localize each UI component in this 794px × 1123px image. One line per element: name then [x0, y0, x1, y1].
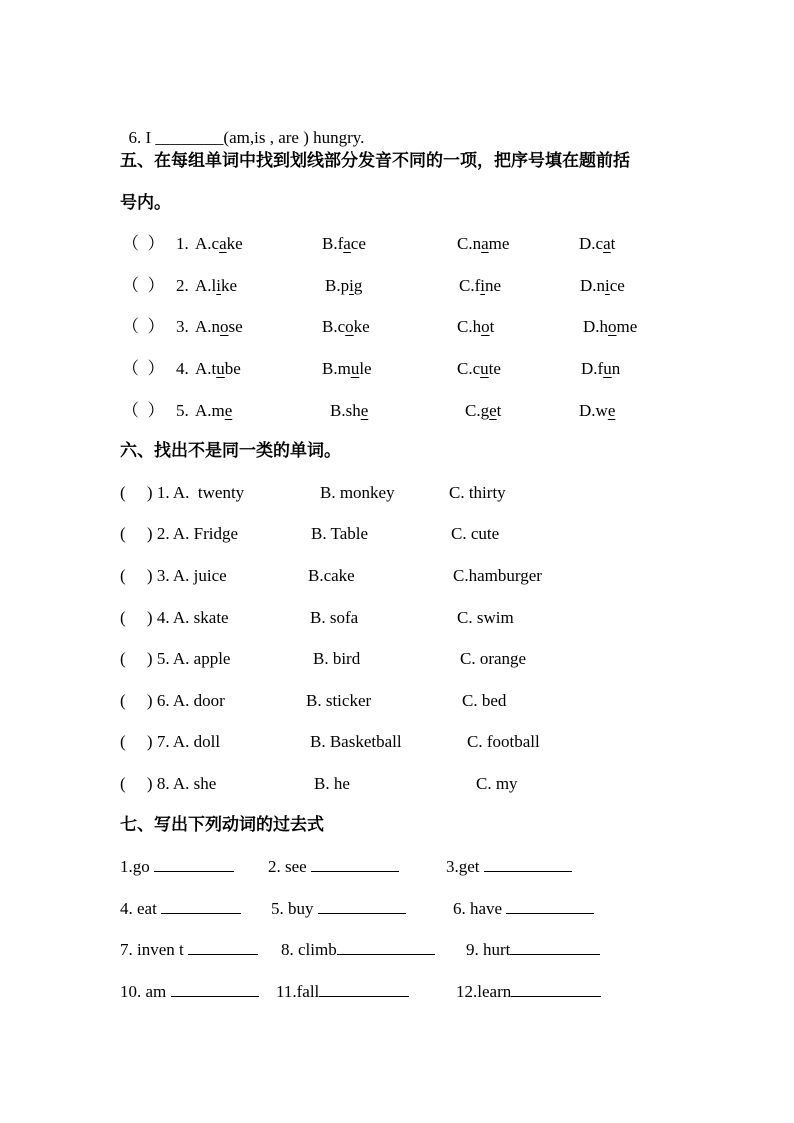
answer-blank[interactable] — [319, 982, 409, 997]
underlined-letters: o — [481, 317, 490, 336]
underlined-letters: i — [216, 276, 221, 295]
option-text-before: B.sh — [330, 401, 361, 420]
section5-option-c — [457, 317, 494, 337]
section5-question-number: 2. — [176, 276, 193, 295]
section6-question-lead: ( ) 2. A. Fridge — [120, 524, 239, 543]
verb-label: 12.learn — [456, 982, 512, 1001]
option-text-before: C.f — [459, 276, 481, 295]
section6-option-c: C. bed — [462, 691, 507, 710]
section6-question-lead: ( ) 8. A. she — [120, 774, 217, 793]
section7-verb-item — [120, 940, 258, 960]
option-text-after: n — [611, 359, 621, 378]
option-text-after: t — [489, 317, 495, 336]
section6-option-c: C. thirty — [449, 483, 506, 502]
option-text-before: A.c — [195, 234, 220, 253]
verb-label: 7. inven t — [120, 940, 188, 959]
section7-verb-item — [276, 982, 409, 1002]
answer-blank[interactable] — [161, 899, 241, 914]
section5-question-number: 5. — [176, 401, 193, 420]
option-text-before: D.n — [580, 276, 606, 295]
section5-answer-bracket[interactable]: （ ） — [122, 276, 165, 295]
verb-label: 6. have — [453, 899, 507, 918]
section7-verb-item — [271, 899, 406, 919]
answer-blank[interactable] — [511, 982, 601, 997]
verb-label: 8. climb — [281, 940, 337, 959]
section5-option-b — [325, 276, 362, 296]
section5-answer-bracket[interactable]: （ ） — [122, 359, 165, 378]
section6-question-lead: ( ) 5. A. apple — [120, 649, 231, 668]
underlined-letters: a — [603, 234, 611, 253]
section5-option-d — [579, 401, 615, 421]
underlined-letters: e — [489, 401, 497, 420]
section5-option-b — [330, 401, 368, 421]
option-text-after: be — [224, 359, 241, 378]
question-6-blank[interactable]: ________ — [155, 128, 224, 147]
underlined-letters: o — [220, 317, 229, 336]
option-text-after: ce — [350, 234, 366, 253]
option-text-after: ce — [609, 276, 625, 295]
option-text-before: A.m — [195, 401, 225, 420]
option-text-after: t — [610, 234, 616, 253]
section5-option-d — [579, 234, 615, 254]
section5-option-b — [322, 359, 372, 379]
underlined-letters: a — [343, 234, 351, 253]
verb-label: 2. see — [268, 857, 311, 876]
section5-option-a — [195, 359, 241, 379]
option-text-before: C.c — [457, 359, 481, 378]
question-6-line — [120, 108, 364, 148]
underlined-letters: u — [480, 359, 489, 378]
underlined-letters: i — [480, 276, 485, 295]
section5-option-d — [580, 276, 625, 296]
underlined-letters: u — [350, 359, 360, 378]
underlined-letters: i — [605, 276, 610, 295]
section7-verb-item — [120, 857, 234, 877]
section5-option-c — [457, 234, 509, 254]
option-text-after: le — [359, 359, 372, 378]
answer-blank[interactable] — [484, 857, 572, 872]
verb-label: 4. eat — [120, 899, 162, 918]
option-text-after: g — [353, 276, 363, 295]
option-text-before: D.w — [579, 401, 608, 420]
section5-title-line2: 号内。 — [120, 193, 171, 213]
section5-option-c — [457, 359, 501, 379]
underlined-letters: u — [603, 359, 612, 378]
section5-answer-bracket[interactable]: （ ） — [122, 401, 165, 420]
section5-title-line1: 五、在每组单词中找到划线部分发音不同的一项，把序号填在题前括 — [120, 151, 630, 171]
section6-option-c: C. cute — [451, 524, 500, 543]
section5-option-a — [195, 276, 237, 296]
option-text-before: C.n — [457, 234, 482, 253]
section7-title: 七、写出下列动词的过去式 — [120, 815, 324, 835]
answer-blank[interactable] — [311, 857, 399, 872]
option-text-before: D.h — [583, 317, 609, 336]
section6-option-b: B.cake — [308, 566, 355, 585]
section6-option-c: C. orange — [460, 649, 527, 668]
option-text-before: A.l — [195, 276, 217, 295]
section5-answer-bracket[interactable]: （ ） — [122, 234, 165, 253]
underlined-letters: i — [349, 276, 354, 295]
section6-option-c: C. football — [467, 732, 540, 751]
underlined-letters: a — [219, 234, 227, 253]
answer-blank[interactable] — [337, 940, 435, 955]
section5-question-number: 3. — [176, 317, 193, 336]
question-6-prefix: 6. I — [128, 128, 156, 147]
underlined-letters: o — [345, 317, 354, 336]
answer-blank[interactable] — [510, 940, 600, 955]
underlined-letters: o — [608, 317, 617, 336]
section6-option-b: B. sticker — [306, 691, 372, 710]
section6-title: 六、找出不是同一类的单词。 — [120, 441, 341, 461]
option-text-before: B.p — [325, 276, 350, 295]
verb-label: 1.go — [120, 857, 154, 876]
option-text-after: ne — [484, 276, 502, 295]
section7-verb-item — [268, 857, 399, 877]
option-text-before: C.h — [457, 317, 482, 336]
option-text-after: ke — [220, 276, 238, 295]
section6-question-lead: ( ) 4. A. skate — [120, 608, 229, 627]
section5-option-c — [465, 401, 501, 421]
answer-blank[interactable] — [318, 899, 406, 914]
option-text-before: B.c — [322, 317, 346, 336]
section7-verb-item — [456, 982, 601, 1002]
section6-option-c: C.hamburger — [453, 566, 542, 585]
section6-question-lead: ( ) 3. A. juice — [120, 566, 227, 585]
option-text-after: me — [616, 317, 638, 336]
section5-option-c — [459, 276, 501, 296]
section6-question-lead: ( ) 1. A. twenty — [120, 483, 245, 502]
option-text-after: ke — [353, 317, 370, 336]
section5-option-d — [581, 359, 620, 379]
section6-question-lead: ( ) 6. A. door — [120, 691, 225, 710]
section6-option-b: B. Table — [311, 524, 369, 543]
section5-option-a — [195, 401, 232, 421]
option-text-before: B.f — [322, 234, 344, 253]
option-text-after: me — [488, 234, 510, 253]
underlined-letters: e — [224, 401, 233, 420]
section7-verb-item — [120, 899, 241, 919]
answer-blank[interactable] — [171, 982, 259, 997]
section7-verb-item — [466, 940, 600, 960]
section5-question-number: 1. — [176, 234, 193, 253]
section5-option-b — [322, 317, 370, 337]
section5-option-b — [322, 234, 366, 254]
option-text-before: D.f — [581, 359, 604, 378]
underlined-letters: e — [360, 401, 369, 420]
section5-answer-bracket[interactable]: （ ） — [122, 317, 165, 336]
option-text-after: t — [496, 401, 502, 420]
section6-option-c: C. swim — [457, 608, 514, 627]
section5-option-d — [583, 317, 637, 337]
answer-blank[interactable] — [188, 940, 258, 955]
verb-label: 5. buy — [271, 899, 318, 918]
section6-question-lead: ( ) 7. A. doll — [120, 732, 221, 751]
section7-verb-item — [453, 899, 594, 919]
section7-verb-item — [446, 857, 572, 877]
option-text-before: D.c — [579, 234, 604, 253]
verb-label: 11.fall — [276, 982, 320, 1001]
underlined-letters: e — [607, 401, 616, 420]
option-text-before: B.m — [322, 359, 351, 378]
section5-option-a — [195, 317, 243, 337]
section7-verb-item — [281, 940, 435, 960]
section6-option-b: B. bird — [313, 649, 361, 668]
option-text-after: te — [488, 359, 501, 378]
section5-question-number: 4. — [176, 359, 193, 378]
section7-verb-item — [120, 982, 259, 1002]
answer-blank[interactable] — [506, 899, 594, 914]
underlined-letters: a — [481, 234, 489, 253]
section6-option-b: B. Basketball — [310, 732, 402, 751]
section6-option-b: B. he — [314, 774, 350, 793]
verb-label: 3.get — [446, 857, 484, 876]
option-text-after: ke — [226, 234, 243, 253]
underlined-letters: u — [216, 359, 225, 378]
section6-option-b: B. sofa — [310, 608, 359, 627]
section6-option-c: C. my — [476, 774, 518, 793]
option-text-before: A.t — [195, 359, 217, 378]
option-text-before: C.g — [465, 401, 490, 420]
option-text-after: se — [228, 317, 243, 336]
verb-label: 9. hurt — [466, 940, 511, 959]
section6-option-b: B. monkey — [320, 483, 395, 502]
section5-option-a — [195, 234, 243, 254]
answer-blank[interactable] — [154, 857, 234, 872]
option-text-before: A.n — [195, 317, 221, 336]
question-6-suffix: (am,is , are ) hungry. — [223, 128, 365, 147]
verb-label: 10. am — [120, 982, 171, 1001]
